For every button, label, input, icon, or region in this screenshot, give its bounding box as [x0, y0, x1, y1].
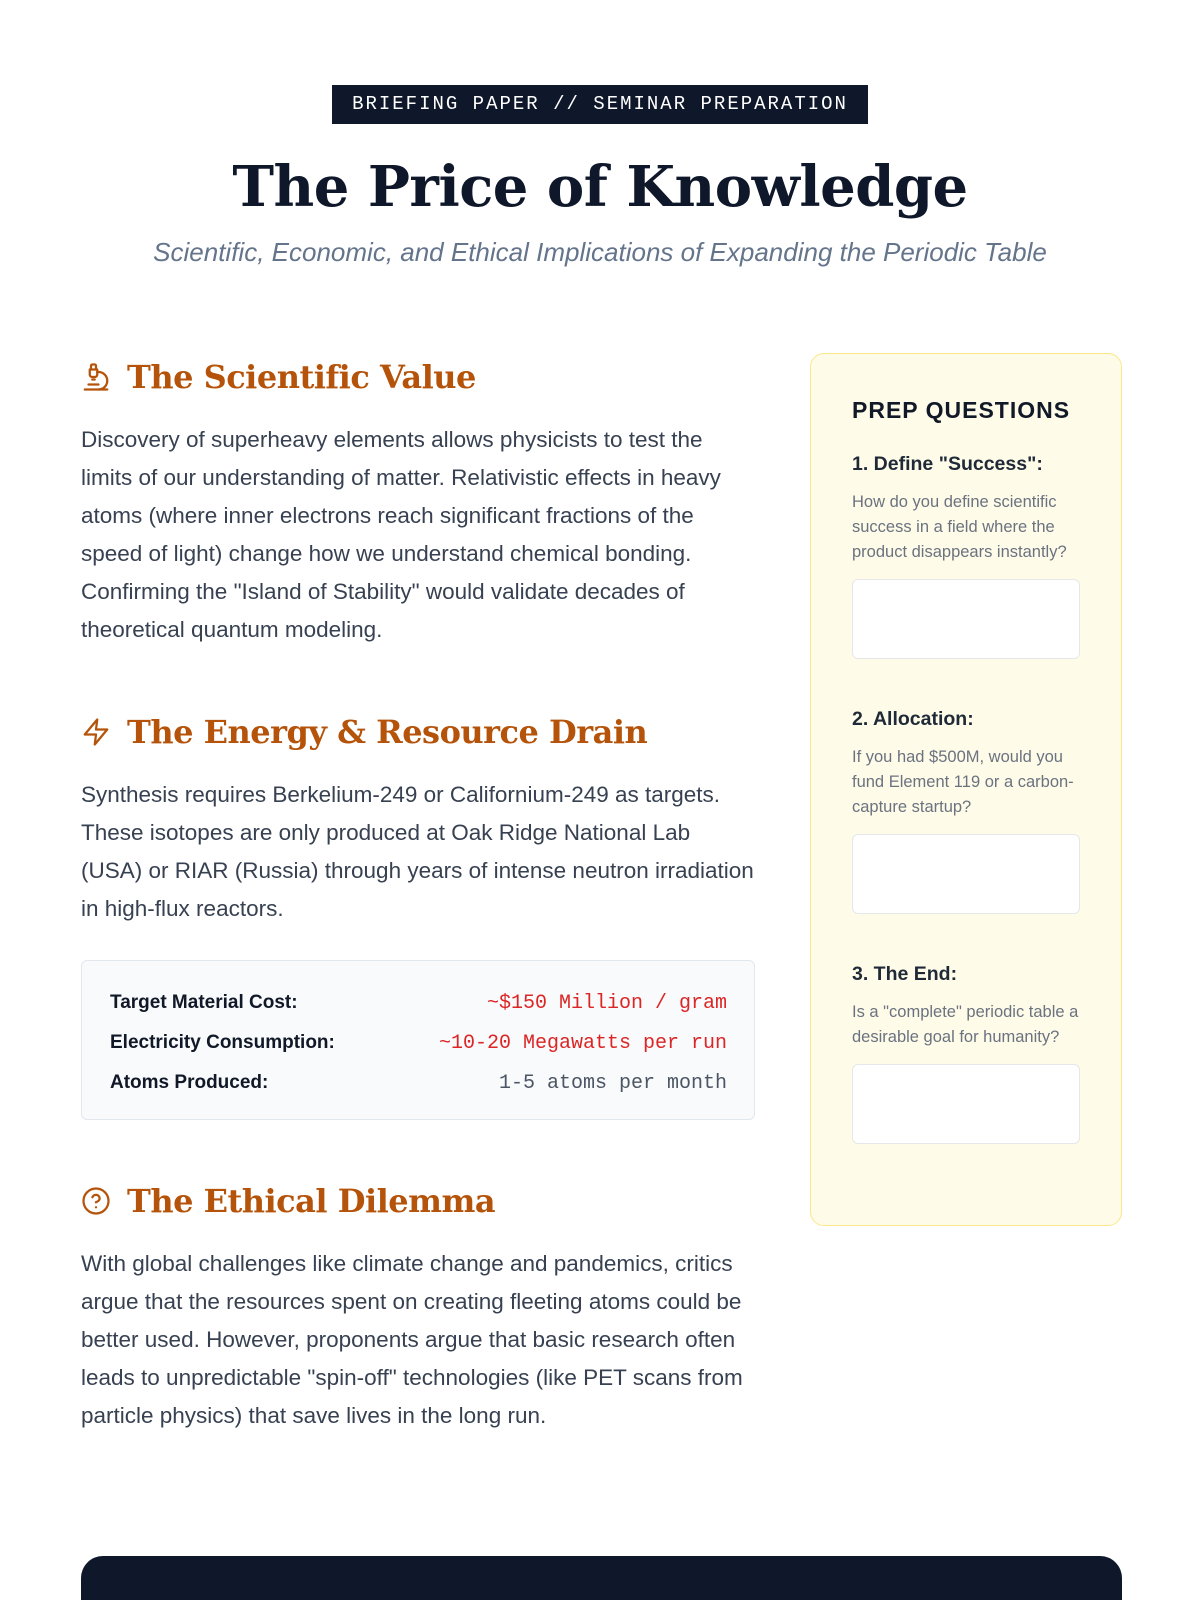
stat-value: ~10-20 Megawatts per run — [438, 1031, 727, 1055]
stat-value: ~$150 Million / gram — [486, 991, 727, 1015]
section-body: With global challenges like climate change and pandemics, critics argue that the resources spent on creating fleeting atoms could be better used. However, proponents argue that basic research often leads to unpredictable "spin-off" technologies (like PET scans from particle physics) that save lives in the long run. — [81, 1251, 743, 1428]
section-scientific-value — [81, 355, 755, 649]
section-header — [81, 355, 755, 399]
section-title: The Ethical Dilemma — [127, 1182, 496, 1220]
stat-label: Atoms Produced: — [110, 1072, 269, 1093]
question-title: 3. The End: — [852, 963, 958, 985]
question-1 — [852, 452, 1080, 659]
cost-stats-box — [81, 960, 755, 1120]
answer-field-3[interactable] — [852, 1064, 1080, 1144]
page-subtitle: Scientific, Economic, and Ethical Implications of Expanding the Periodic Table — [153, 237, 1047, 267]
section-body: Synthesis requires Berkelium-249 or Californium-249 as targets. These isotopes are only produced at Oak Ridge National Lab (USA) or RIAR (Russia) through years of intense neutron irradiation in high-flux reactors. — [81, 782, 754, 921]
question-3 — [852, 962, 1080, 1144]
page-header — [0, 0, 1200, 268]
stat-row-atoms-produced — [110, 1063, 727, 1103]
section-header — [81, 710, 755, 754]
stat-label: Electricity Consumption: — [110, 1032, 335, 1053]
question-text: Is a "complete" periodic table a desirable goal for humanity? — [852, 1003, 1079, 1046]
question-circle-icon — [81, 1186, 111, 1216]
page-title: The Price of Knowledge — [232, 154, 968, 220]
sidebar-title: PREP QUESTIONS — [852, 397, 1071, 423]
section-title: The Energy & Resource Drain — [127, 713, 648, 751]
question-2 — [852, 707, 1080, 914]
stat-value: 1-5 atoms per month — [498, 1071, 727, 1095]
section-title: The Scientific Value — [127, 358, 476, 396]
stat-row-electricity — [110, 1023, 727, 1063]
footer-bar — [81, 1556, 1122, 1600]
section-body: Discovery of superheavy elements allows physicists to test the limits of our understanding of matter. Relativistic effects in heavy atoms (where inner electrons reach significant fractions of the speed of light) change how we understand chemical bonding. Confirming the "Island of Stability" would validate decades of theoretical quantum modeling. — [81, 427, 721, 642]
stat-label: Target Material Cost: — [110, 992, 298, 1013]
prep-questions-sidebar — [810, 353, 1122, 1226]
answer-field-1[interactable] — [852, 579, 1080, 659]
section-header — [81, 1179, 755, 1223]
lightning-icon — [81, 717, 111, 747]
microscope-icon — [81, 362, 111, 392]
document-kicker: BRIEFING PAPER // SEMINAR PREPARATION — [332, 85, 868, 124]
section-ethical-dilemma — [81, 1179, 755, 1435]
answer-field-2[interactable] — [852, 834, 1080, 914]
question-title: 1. Define "Success": — [852, 453, 1043, 475]
stat-row-target-cost — [110, 983, 727, 1023]
question-text: How do you define scientific success in a field where the product disappears instantly? — [852, 493, 1067, 561]
question-title: 2. Allocation: — [852, 708, 974, 730]
question-text: If you had $500M, would you fund Element 119 or a carbon-capture startup? — [852, 748, 1074, 816]
section-energy-drain — [81, 710, 755, 1120]
